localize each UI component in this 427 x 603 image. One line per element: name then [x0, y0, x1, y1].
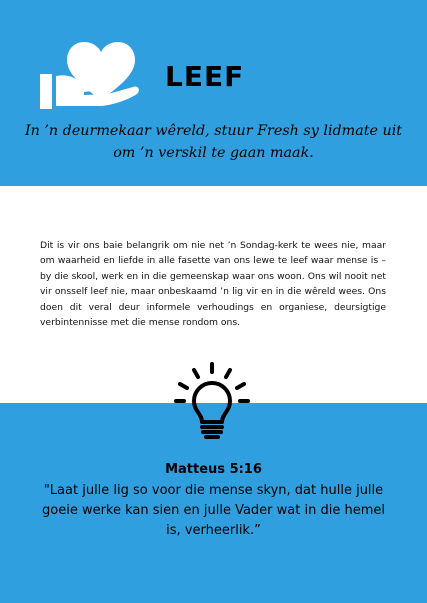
verse-reference: Matteus 5:16: [165, 462, 262, 477]
body-paragraph: Dit is vir ons baie belangrik om nie net ’n Sondag-kerk te wees nie, maar om waarheid en liefde in alle fasette van ons lewe te leef waar mense is – by die skool, werk en in die gemeenskap waar ons woon. Ons wil nooit net vir onsself leef nie, maar onbeskaamd ’n lig vir en in die wêreld wees. Ons doen dit veral deur informele verhoudings en organiese, deursigtige verbintennisse met die mense rondom ons.: [40, 240, 386, 329]
tagline: In ’n deurmekaar wêreld, stuur Fresh sy lidmate uit om ’n verskil te gaan maak.: [24, 123, 403, 161]
verse-quote: "Laat julle lig so voor die mense skyn, dat hulle julle goeie werke kan sien en julle Vader wat in die hemel is, verheerlik.”: [42, 483, 385, 538]
light-bulb-icon: [172, 360, 252, 446]
hand-heart-icon: [40, 42, 140, 114]
page-title: LEEF: [165, 60, 245, 93]
